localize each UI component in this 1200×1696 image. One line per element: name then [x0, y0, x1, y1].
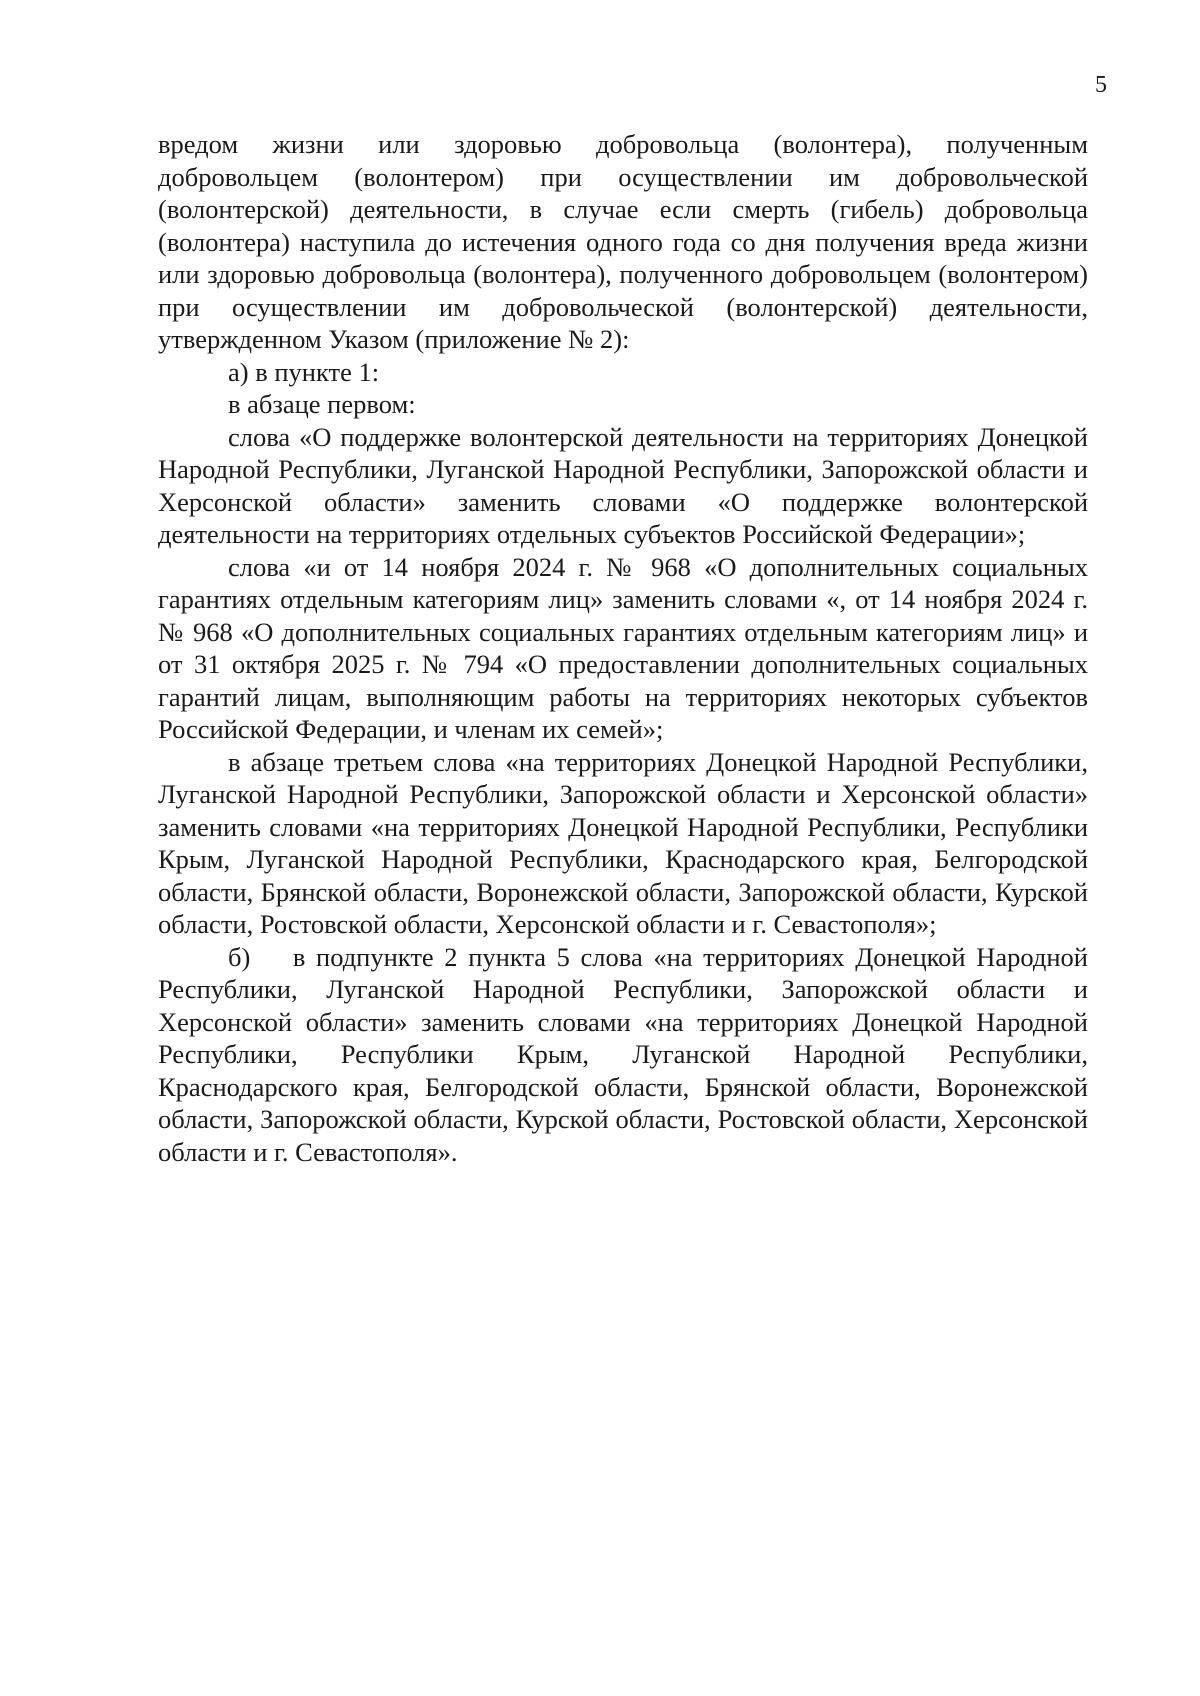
- paragraph-item-b: б) в подпункте 2 пункта 5 слова «на территориях Донецкой Народной Республики, Луганской Народной Республики, Запорожской области и Херсонской области» заменить словами «на территориях Донецкой Народной Республики, Республики Крым, Луганской Народной Республики, Краснодарского края, Белгородской области, Брянской области, Воронежской области, Запорожской области, Курской области, Ростовской области, Херсонской области и г. Севастополя».: [158, 941, 1095, 1167]
- paragraph-replace-decrees: слова «и от 14 ноября 2024 г. № 968 «О дополнительных социальных гарантиях отдельным категориям лиц» заменить словами «, от 14 ноября 2024 г. № 968 «О дополнительных социальных гарантиях отдельным категориям лиц» и от 31 октября 2025 г. № 794 «О предоставлении дополнительных социальных гарантий лицам, выполняющим работы на территориях некоторых субъектов Российской Федерации, и членам их семей»;: [158, 551, 1088, 744]
- paragraph-first-abzac: в абзаце первом:: [228, 389, 416, 419]
- paragraph-third-abzac: в абзаце третьем слова «на территориях Донецкой Народной Республики, Луганской Народной Республики, Запорожской области и Херсонской области» заменить словами «на территориях Донецкой Народной Республики, Республики Крым, Луганской Народной Республики, Краснодарского края, Белгородской области, Брянской области, Воронежской области, Запорожской области, Курской области, Ростовской области, Херсонской области и г. Севастополя»;: [158, 746, 1088, 939]
- paragraph-continuation: вредом жизни или здоровью добровольца (волонтера), полученным добровольцем (волонтером) при осуществлении им добровольческой (волонтерской) деятельности, в случае если смерть (гибель) добровольца (волонтера) наступила до истечения одного года со дня получения вреда жизни или здоровью добровольца (волонтера), полученного добровольцем (волонтером) при осуществлении им добровольческой (волонтерской) деятельности, утвержденном Указом (приложение № 2):: [158, 129, 1088, 354]
- paragraph-item-a: а) в пункте 1:: [228, 356, 380, 387]
- page-number: 5: [1095, 72, 1107, 98]
- document-body: [158, 128, 1095, 1168]
- paragraph-replace-title: слова «О поддержке волонтерской деятельности на территориях Донецкой Народной Республики, Луганской Народной Республики, Запорожской области и Херсонской области» заменить словами «О поддержке волонтерской деятельности на территориях отдельных субъектов Российской Федерации»;: [158, 421, 1088, 549]
